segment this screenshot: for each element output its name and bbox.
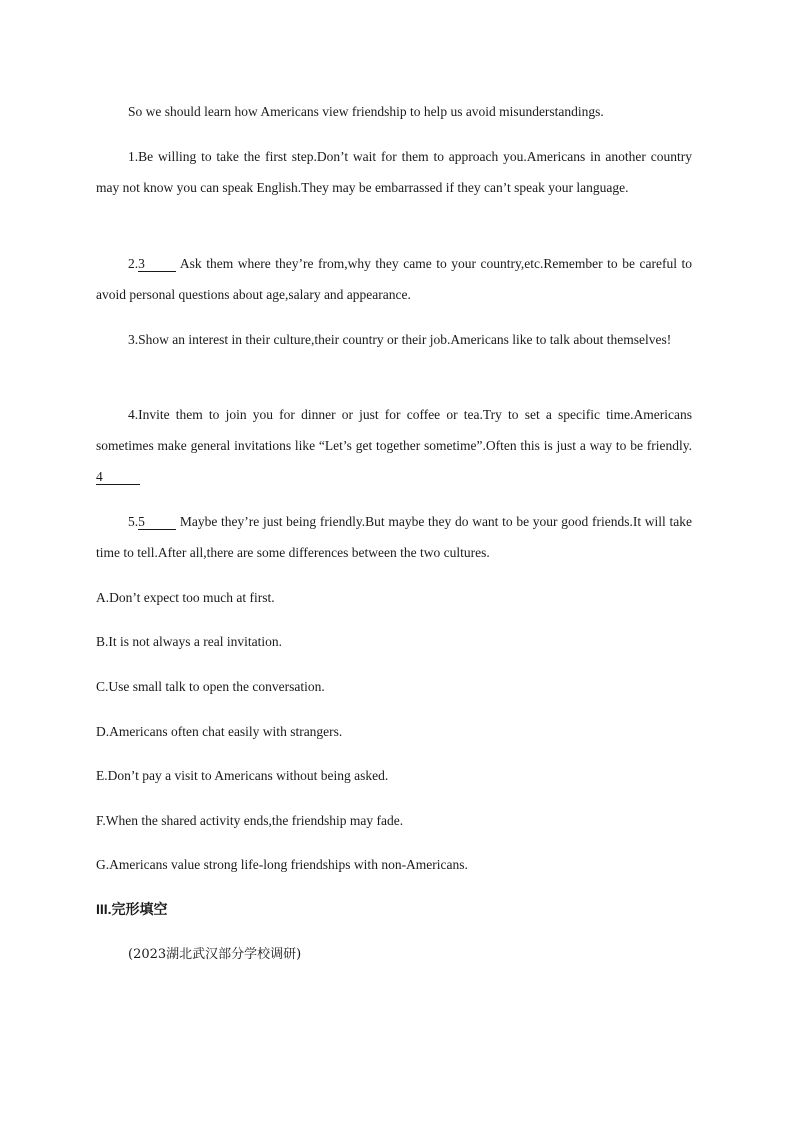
option-e: E.Don’t pay a visit to Americans without being asked. xyxy=(96,768,389,783)
intro-paragraph: So we should learn how Americans view friendship to help us avoid misunderstandings. xyxy=(128,104,604,119)
item-1-text: Be willing to take the first step.Don’t wait for them to approach you.Americans in another country may not know you can speak English.They may be embarrassed if they can’t speak your language. xyxy=(96,149,692,195)
item-3-text: Show an interest in their culture,their country or their job.Americans like to talk about themselves! xyxy=(138,332,672,347)
item-2-number: 2. xyxy=(128,256,139,271)
section-heading: III.完形填空 xyxy=(96,901,168,917)
item-2-text: Ask them where they’re from,why they came to your country,etc.Remember to be careful to avoid personal questions about age,salary and appearance. xyxy=(96,256,692,302)
item-4-paragraph xyxy=(96,399,692,492)
option-a: A.Don’t expect too much at first. xyxy=(96,590,275,605)
option-c: C.Use small talk to open the conversation. xyxy=(96,679,325,694)
blank-4: 4 xyxy=(96,469,140,485)
item-1-paragraph xyxy=(96,141,692,203)
option-g: G.Americans value strong life-long friendships with non-Americans. xyxy=(96,857,468,872)
option-b: B.It is not always a real invitation. xyxy=(96,634,282,649)
item-3-paragraph xyxy=(96,324,692,355)
item-4-text: Invite them to join you for dinner or just for coffee or tea.Try to set a specific time.Americans sometimes make general invitations like “Let’s get together sometime”.Often this is just a way to be friendly. xyxy=(96,407,692,453)
item-4-number: 4. xyxy=(128,407,139,422)
option-d: D.Americans often chat easily with strangers. xyxy=(96,724,343,739)
blank-5: 5 xyxy=(138,514,176,530)
item-1-number: 1. xyxy=(128,149,139,164)
item-3-number: 3. xyxy=(128,332,139,347)
item-2-paragraph xyxy=(96,248,692,310)
option-f: F.When the shared activity ends,the friendship may fade. xyxy=(96,813,404,828)
item-5-text: Maybe they’re just being friendly.But maybe they do want to be your good friends.It will take time to tell.After all,there are some differences between the two cultures. xyxy=(96,514,692,560)
item-5-number: 5. xyxy=(128,514,139,529)
item-5-paragraph xyxy=(96,506,692,568)
blank-3: 3 xyxy=(138,256,176,272)
source-note: (2023湖北武汉部分学校调研) xyxy=(128,947,302,962)
